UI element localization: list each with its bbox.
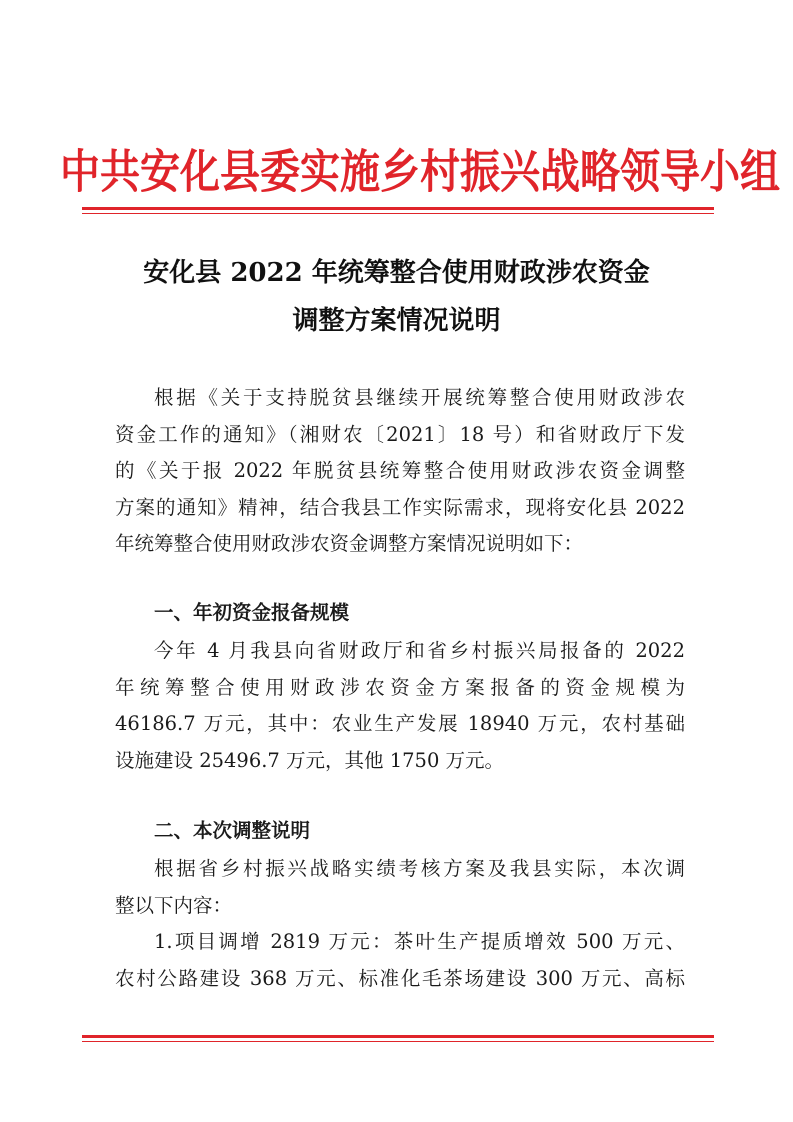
footer-rule-thick bbox=[82, 1035, 714, 1038]
intro-line: 根据《关于支持脱贫县继续开展统筹整合使用财政涉农 bbox=[154, 386, 685, 409]
document-title-line-2: 调整方案情况说明 bbox=[292, 306, 501, 336]
footer-rule-thin bbox=[82, 1041, 714, 1042]
section-1-paragraph bbox=[115, 633, 685, 779]
section-1-line: 46186.7 万元，其中：农业生产发展 18940 万元，农村基础 bbox=[115, 712, 685, 735]
org-header-title: 中共安化县委实施乡村振兴战略领导小组 bbox=[60, 144, 780, 199]
section-2-item-line: 农村公路建设 368 万元、标准化毛茶场建设 300 万元、高标 bbox=[115, 966, 685, 990]
section-2-paragraph bbox=[115, 851, 685, 924]
section-2-heading: 二、本次调整说明 bbox=[154, 819, 311, 842]
section-1-line: 今年 4 月我县向省财政厅和省乡村振兴局报备的 2022 bbox=[154, 639, 685, 662]
intro-paragraph bbox=[115, 380, 685, 563]
section-2-line: 根据省乡村振兴战略实绩考核方案及我县实际，本次调 bbox=[154, 857, 685, 880]
section-1-line: 设施建设 25496.7 万元，其他 1750 万元。 bbox=[115, 748, 505, 772]
section-2-item-1 bbox=[115, 924, 685, 997]
section-1-heading: 一、年初资金报备规模 bbox=[154, 601, 350, 624]
section-2-line: 整以下内容： bbox=[115, 893, 233, 917]
intro-line: 资金工作的通知》（湘财农〔2021〕18 号）和省财政厅下发 bbox=[115, 422, 685, 446]
header-rule-thick bbox=[82, 207, 714, 210]
section-1-line: 年统筹整合使用财政涉农资金方案报备的资金规模为 bbox=[115, 675, 685, 699]
intro-line: 的《关于报 2022 年脱贫县统筹整合使用财政涉农资金调整 bbox=[115, 459, 685, 482]
header-rule-thin bbox=[82, 213, 714, 214]
section-2-item-line: 1.项目调增 2819 万元：茶叶生产提质增效 500 万元、 bbox=[154, 930, 685, 953]
document-title-line-1: 安化县 2022 年统筹整合使用财政涉农资金 bbox=[143, 258, 650, 288]
intro-line: 年统筹整合使用财政涉农资金调整方案情况说明如下： bbox=[115, 532, 584, 555]
intro-line: 方案的通知》精神，结合我县工作实际需求，现将安化县 2022 bbox=[115, 495, 685, 519]
